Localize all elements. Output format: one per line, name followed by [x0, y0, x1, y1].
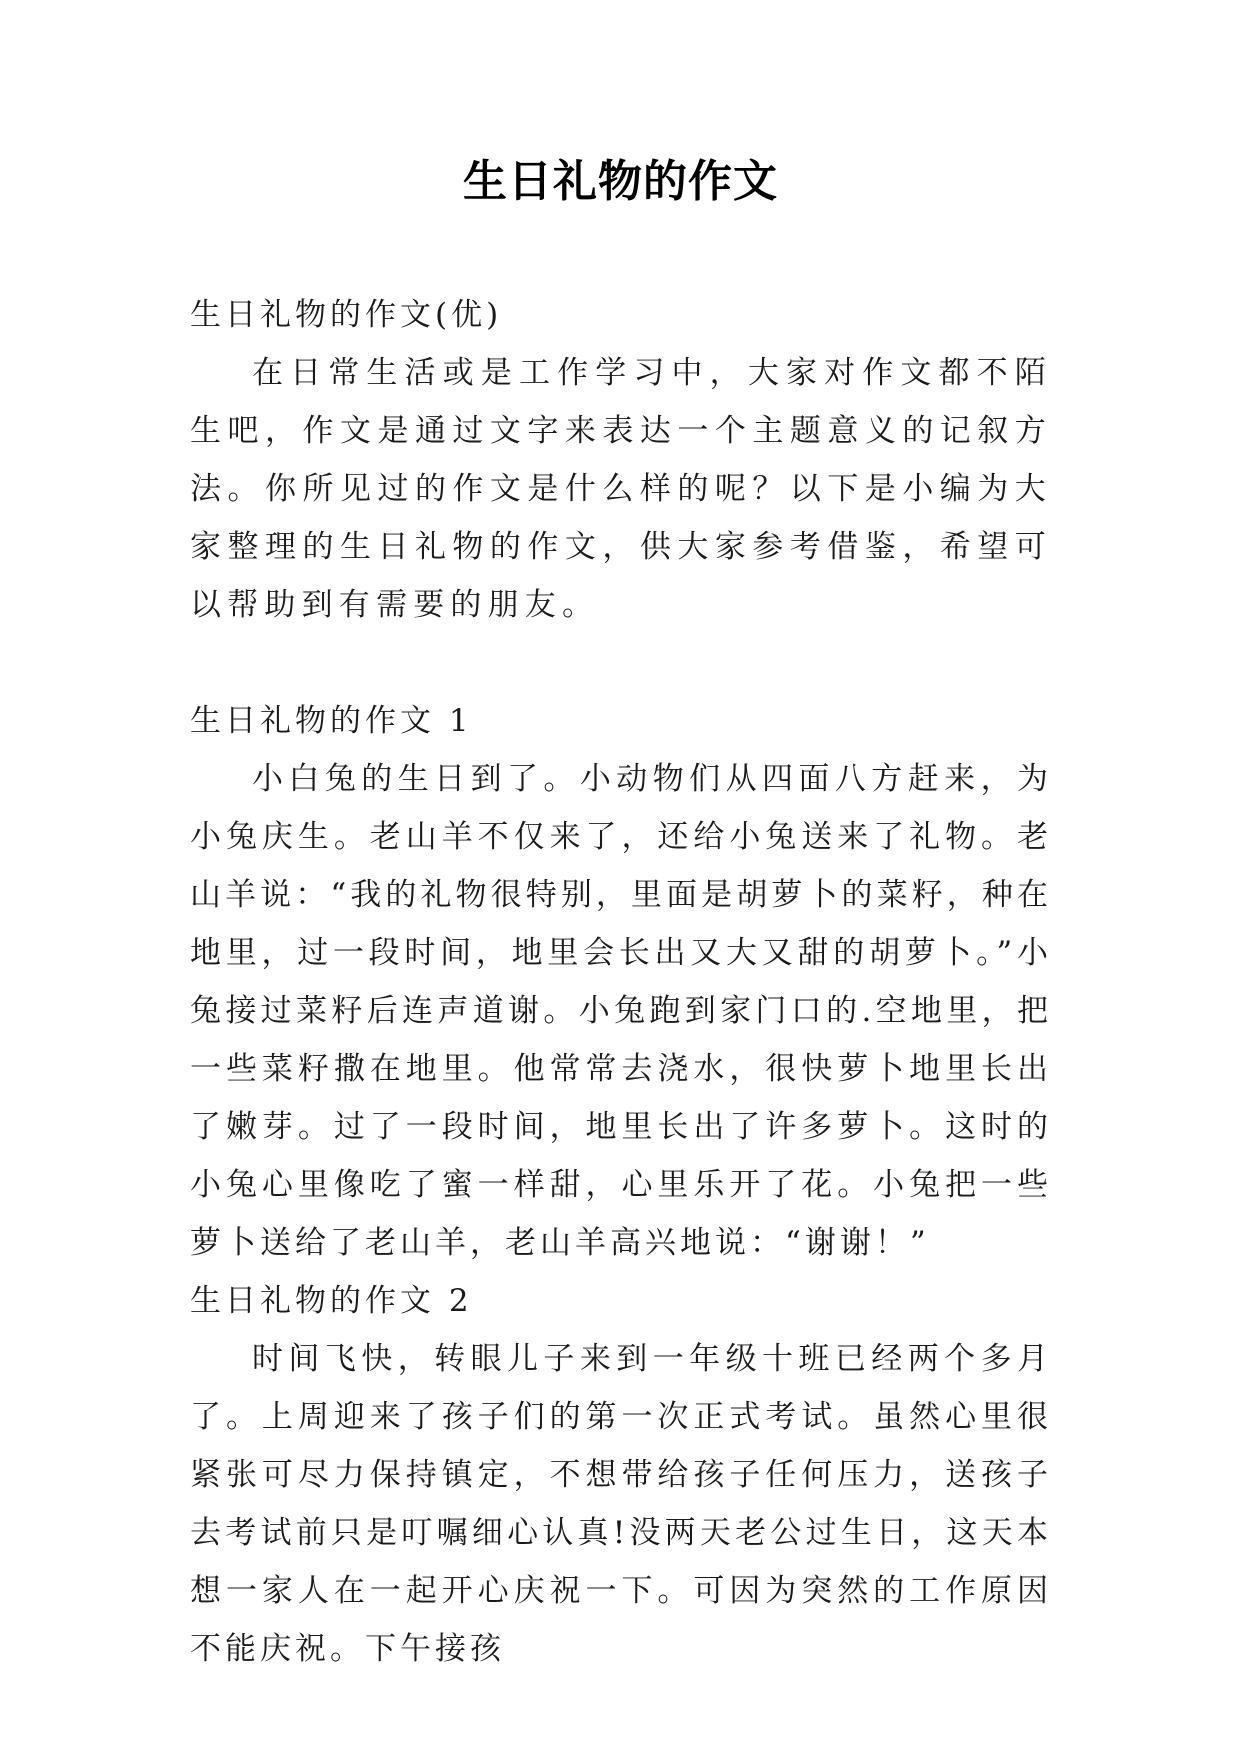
document-title: 生日礼物的作文 — [463, 156, 778, 207]
section-heading-essay-2: 生日礼物的作文 2 — [190, 1283, 473, 1319]
paragraph-spacer — [190, 634, 1052, 692]
section-body-essay-1: 小白兔的生日到了。小动物们从四面八方赶来，为小兔庆生。老山羊不仅来了，还给小兔送来了礼物。老山羊说：“我的礼物很特别，里面是胡萝卜的菜籽，种在地里，过一段时间，地里会长出又大又甜的胡萝卜。”小兔接过菜籽后连声道谢。小兔跑到家门口的.空地里，把一些菜籽撒在地里。他常常去浇水，很快萝卜地里长出了嫩芽。过了一段时间，地里长出了许多萝卜。这时的小兔心里像吃了蜜一样甜，心里乐开了花。小兔把一些萝卜送给了老山羊，老山羊高兴地说：“谢谢！” — [190, 761, 1052, 1261]
section-body-essay-2: 时间飞快，转眼儿子来到一年级十班已经两个多月了。上周迎来了孩子们的第一次正式考试。虽然心里很紧张可尽力保持镇定，不想带给孩子任何压力，送孩子去考试前只是叮嘱细心认真!没两天老公过生日，这天本想一家人在一起开心庆祝一下。可因为突然的工作原因不能庆祝。下午接孩 — [190, 1341, 1052, 1667]
section-body-intro: 在日常生活或是工作学习中，大家对作文都不陌生吧，作文是通过文字来表达一个主题意义的记叙方法。你所见过的作文是什么样的呢？以下是小编为大家整理的生日礼物的作文，供大家参考借鉴，希望可以帮助到有需要的朋友。 — [190, 355, 1052, 623]
section-heading-intro: 生日礼物的作文(优) — [190, 297, 503, 333]
section-heading-essay-1: 生日礼物的作文 1 — [190, 703, 473, 739]
document-body — [190, 286, 1052, 1678]
